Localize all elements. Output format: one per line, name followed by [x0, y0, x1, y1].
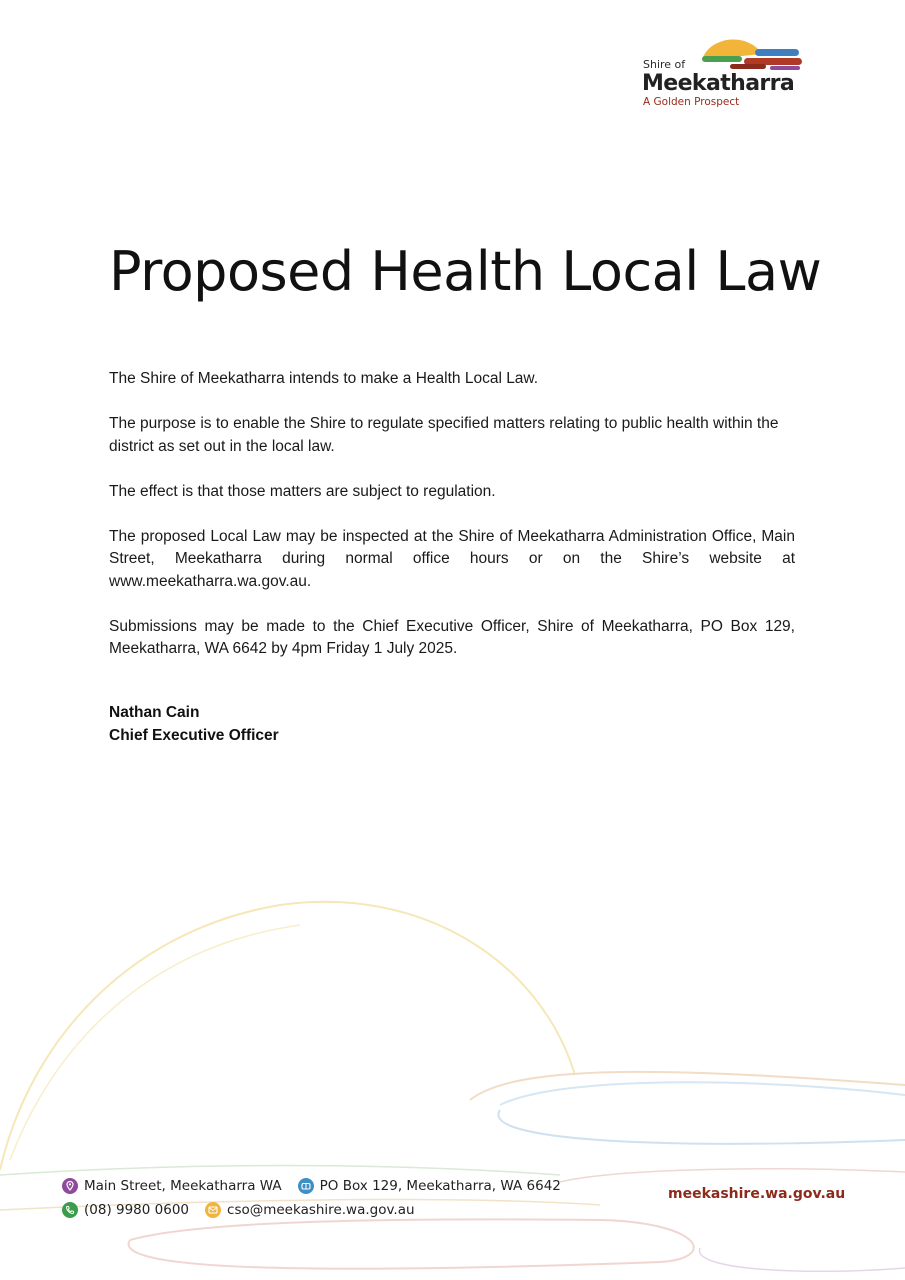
paragraph-purpose: The purpose is to enable the Shire to regulate specified matters relating to public health within the district as set out in the local law.: [109, 415, 779, 455]
logo-tagline: A Golden Prospect: [643, 96, 740, 108]
contact-po-box: [298, 1178, 561, 1194]
paragraph-intent: The Shire of Meekatharra intends to make a Health Local Law.: [109, 370, 539, 387]
phone-icon: [62, 1202, 78, 1218]
shire-logo: [640, 30, 810, 112]
paragraph-effect: The effect is that those matters are subject to regulation.: [109, 482, 496, 500]
logo-shire-of: Shire of: [643, 58, 686, 71]
contact-email[interactable]: [205, 1202, 415, 1218]
contact-email-text[interactable]: cso@meekashire.wa.gov.au: [227, 1202, 415, 1218]
paragraph-inspection: The proposed Local Law may be inspected at the Shire of Meekatharra Administration Office, Main Street, Meekatharra during normal office hours or on the Shire’s website at www.meekatharra.wa.gov.au.: [109, 527, 795, 590]
paragraph-submissions: Submissions may be made to the Chief Executive Officer, Shire of Meekatharra, PO Box 129, Meekatharra, WA 6642 by 4pm Friday 1 July 2025.: [109, 617, 795, 657]
contact-phone-text[interactable]: (08) 9980 0600: [84, 1202, 190, 1218]
footer-contacts: [62, 1174, 577, 1222]
mailbox-icon: [298, 1178, 314, 1194]
signatory-role: Chief Executive Officer: [109, 726, 279, 744]
footer-website-link[interactable]: meekashire.wa.gov.au: [668, 1186, 846, 1202]
page-title: Proposed Health Local Law: [109, 240, 822, 303]
signatory-name: Nathan Cain: [109, 704, 200, 721]
contact-address-text: Main Street, Meekatharra WA: [84, 1178, 282, 1194]
envelope-icon: [205, 1202, 221, 1218]
notice-body: [109, 368, 795, 683]
contact-address: [62, 1178, 282, 1194]
contact-row-1: [62, 1174, 577, 1198]
contact-row-2: [62, 1198, 577, 1222]
location-pin-icon: [62, 1178, 78, 1194]
sunrise-logo-icon: [700, 30, 805, 72]
signature-block: [109, 702, 279, 747]
logo-name: Meekatharra: [642, 71, 795, 96]
contact-phone[interactable]: [62, 1202, 189, 1218]
contact-po-box-text: PO Box 129, Meekatharra, WA 6642: [319, 1178, 561, 1194]
